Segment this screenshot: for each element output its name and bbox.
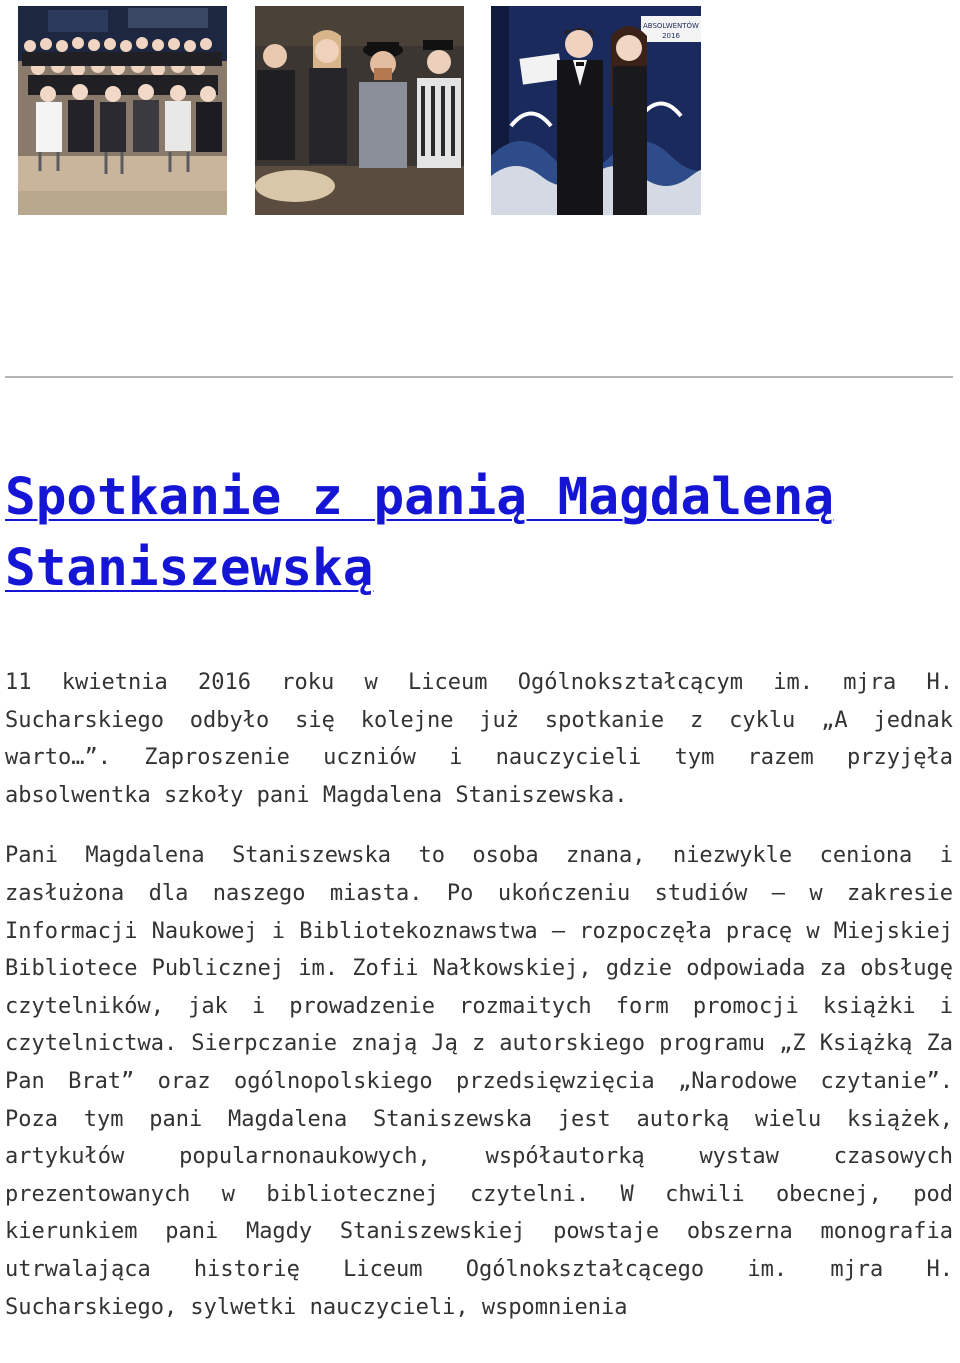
- year-text: 2016: [662, 32, 680, 40]
- post-title-link[interactable]: Spotkanie z panią Magdaleną Staniszewską: [5, 468, 835, 598]
- group-photo-graduates-icon: [18, 6, 227, 215]
- banner-text: ABSOLWENTÓW: [643, 22, 699, 30]
- photo-gallery: [18, 6, 708, 216]
- group-photo-students-icon: [255, 6, 464, 215]
- paragraph-intro: 11 kwietnia 2016 roku w Liceum Ogólnokształcącym im. mjra H. Sucharskiego odbyło się kolejne już spotkanie z cyklu „A jednak warto…”. Zaproszenie uczniów i nauczycieli tym razem przyjęła absolwentka szkoły pani Magdalena Staniszewska.: [5, 670, 953, 808]
- group-photo-students[interactable]: [255, 6, 464, 215]
- group-photo-graduates[interactable]: [18, 6, 227, 215]
- post-body: [5, 664, 953, 1326]
- couple-photo[interactable]: [491, 6, 701, 215]
- section-divider: [5, 376, 953, 378]
- couple-photo-icon: [491, 6, 701, 215]
- paragraph-bio: Pani Magdalena Staniszewska to osoba znana, niezwykle ceniona i zasłużona dla naszego miasta. Po ukończeniu studiów – w zakresie Informacji Naukowej i Bibliotekoznawstwa – rozpoczęła pracę w Miejskiej Bibliotece Publicznej im. Zofii Nałkowskiej, gdzie odpowiada za obsługę czytelników, jak i prowadzenie rozmaitych form promocji książki i czytelnictwa. Sierpczanie znają Ją z autorskiego programu „Z Książką Za Pan Brat” oraz ogólnopolskiego przedsięwzięcia „Narodowe czytanie”. Poza tym pani Magdalena Staniszewska jest autorką wielu książek, artykułów popularnonaukowych, współautorką wystaw czasowych prezentowanych w bibliotecznej czytelni. W chwili obecnej, pod kierunkiem pani Magdy Staniszewskiej powstaje obszerna monografia utrwalająca historię Liceum Ogólnokształcącego im. mjra H. Sucharskiego, sylwetki nauczycieli, wspomnienia: [5, 843, 953, 1320]
